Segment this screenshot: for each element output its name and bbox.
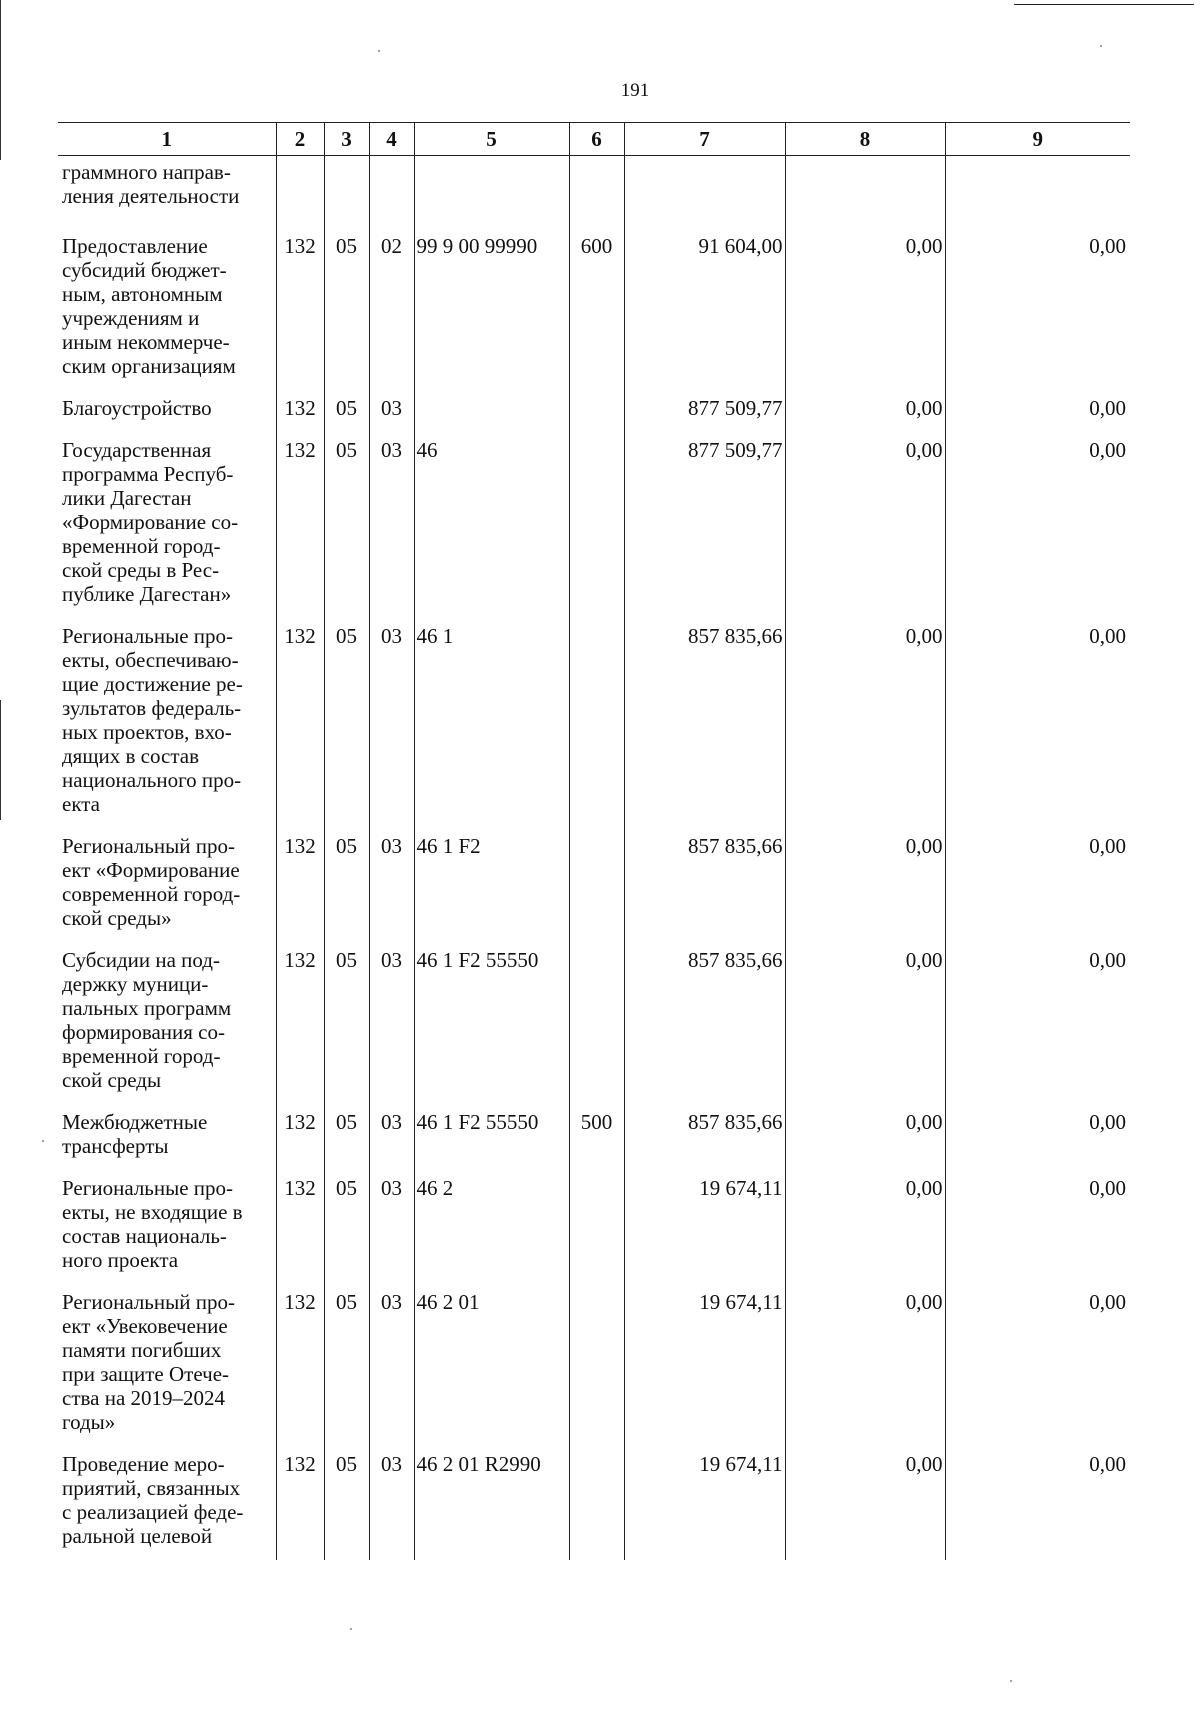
table-body [58, 156, 1130, 1561]
target-article-code: 46 2 01 R2990 [414, 1446, 569, 1560]
subsection-code: 03 [369, 1104, 414, 1170]
table-row [58, 828, 1130, 942]
subsection-code: 03 [369, 1446, 414, 1560]
item-name: граммного направ- ления деятельности [62, 160, 240, 208]
item-name: Региональные про- екты, обеспечиваю- щие достижение ре- зультатов федераль- ных проектов, вхо- дящих в состав национального про- екта [62, 624, 243, 816]
amount-col9 [945, 156, 1130, 229]
scan-speck [350, 1628, 352, 1630]
amount-col8: 0,00 [785, 432, 945, 618]
column-header: 8 [785, 123, 945, 156]
subsection-code: 03 [369, 942, 414, 1104]
scan-speck [1100, 45, 1102, 47]
section-code: 05 [324, 390, 369, 432]
amount-col7 [624, 156, 785, 229]
amount-col8: 0,00 [785, 390, 945, 432]
column-header: 5 [414, 123, 569, 156]
expense-type-code [569, 390, 624, 432]
expense-type-code [569, 1284, 624, 1446]
section-code: 05 [324, 228, 369, 390]
column-header: 3 [324, 123, 369, 156]
expense-type-code [569, 828, 624, 942]
target-article-code [414, 156, 569, 229]
table-row [58, 1104, 1130, 1170]
item-name: Благоустройство [62, 396, 212, 420]
target-article-code [414, 390, 569, 432]
item-name: Предоставление субсидий бюджет- ным, автономным учреждениям и иным некоммерче- ским организациям [62, 234, 236, 378]
table-row [58, 228, 1130, 390]
amount-col7: 19 674,11 [624, 1170, 785, 1284]
amount-col9: 0,00 [945, 618, 1130, 828]
amount-col7: 857 835,66 [624, 942, 785, 1104]
section-code [324, 156, 369, 229]
expense-type-code [569, 1446, 624, 1560]
item-name: Субсидии на под- держку муници- пальных программ формирования со- временной город- ской среды [62, 948, 232, 1092]
amount-col9: 0,00 [945, 432, 1130, 618]
amount-col8: 0,00 [785, 1104, 945, 1170]
amount-col7: 857 835,66 [624, 618, 785, 828]
table-row [58, 618, 1130, 828]
amount-col9: 0,00 [945, 942, 1130, 1104]
amount-col8: 0,00 [785, 1170, 945, 1284]
ministry-code: 132 [276, 1104, 324, 1170]
ministry-code: 132 [276, 390, 324, 432]
table-row [58, 1284, 1130, 1446]
target-article-code: 46 1 [414, 618, 569, 828]
ministry-code: 132 [276, 1170, 324, 1284]
item-name: Государственная программа Респуб- лики Дагестан «Формирование со- временной город- ской среды в Рес- публике Дагестан» [62, 438, 239, 606]
amount-col8: 0,00 [785, 618, 945, 828]
target-article-code: 99 9 00 99990 [414, 228, 569, 390]
section-code: 05 [324, 432, 369, 618]
amount-col8: 0,00 [785, 228, 945, 390]
amount-col8: 0,00 [785, 1284, 945, 1446]
scan-speck [378, 50, 380, 52]
subsection-code: 03 [369, 1284, 414, 1446]
amount-col8: 0,00 [785, 942, 945, 1104]
subsection-code: 03 [369, 828, 414, 942]
item-name: Региональный про- ект «Формирование современной город- ской среды» [62, 834, 241, 930]
amount-col9: 0,00 [945, 390, 1130, 432]
column-header: 7 [624, 123, 785, 156]
table-row [58, 1446, 1130, 1560]
subsection-code: 03 [369, 390, 414, 432]
amount-col7: 91 604,00 [624, 228, 785, 390]
subsection-code: 03 [369, 432, 414, 618]
amount-col7: 19 674,11 [624, 1284, 785, 1446]
item-name: Межбюджетные трансферты [62, 1110, 208, 1158]
subsection-code: 03 [369, 1170, 414, 1284]
ministry-code: 132 [276, 1284, 324, 1446]
table-header [58, 123, 1130, 156]
amount-col9: 0,00 [945, 1446, 1130, 1560]
column-header: 9 [945, 123, 1130, 156]
column-header: 1 [58, 123, 276, 156]
amount-col8: 0,00 [785, 1446, 945, 1560]
amount-col8: 0,00 [785, 828, 945, 942]
table-row [58, 156, 1130, 229]
column-header: 4 [369, 123, 414, 156]
expense-type-code: 600 [569, 228, 624, 390]
budget-table [58, 122, 1130, 1560]
amount-col9: 0,00 [945, 828, 1130, 942]
target-article-code: 46 1 F2 55550 [414, 1104, 569, 1170]
expense-type-code [569, 432, 624, 618]
section-code: 05 [324, 1446, 369, 1560]
amount-col7: 877 509,77 [624, 432, 785, 618]
subsection-code: 03 [369, 618, 414, 828]
ministry-code: 132 [276, 942, 324, 1104]
ministry-code: 132 [276, 432, 324, 618]
table-row [58, 390, 1130, 432]
target-article-code: 46 2 [414, 1170, 569, 1284]
subsection-code [369, 156, 414, 229]
target-article-code: 46 1 F2 [414, 828, 569, 942]
amount-col9: 0,00 [945, 1104, 1130, 1170]
section-code: 05 [324, 828, 369, 942]
section-code: 05 [324, 1104, 369, 1170]
column-header: 2 [276, 123, 324, 156]
expense-type-code [569, 156, 624, 229]
amount-col9: 0,00 [945, 1170, 1130, 1284]
section-code: 05 [324, 618, 369, 828]
ministry-code [276, 156, 324, 229]
left-scan-mark [0, 700, 1, 820]
amount-col7: 857 835,66 [624, 828, 785, 942]
amount-col8 [785, 156, 945, 229]
expense-type-code [569, 618, 624, 828]
page-number: 191 [620, 80, 650, 101]
amount-col7: 19 674,11 [624, 1446, 785, 1560]
section-code: 05 [324, 1284, 369, 1446]
column-header: 6 [569, 123, 624, 156]
item-name: Региональные про- екты, не входящие в состав националь- ного проекта [62, 1176, 243, 1272]
target-article-code: 46 2 01 [414, 1284, 569, 1446]
expense-type-code [569, 1170, 624, 1284]
expense-type-code [569, 942, 624, 1104]
section-code: 05 [324, 1170, 369, 1284]
scan-speck [1010, 1680, 1012, 1682]
ministry-code: 132 [276, 618, 324, 828]
top-edge-rule [1014, 4, 1194, 5]
target-article-code: 46 1 F2 55550 [414, 942, 569, 1104]
subsection-code: 02 [369, 228, 414, 390]
section-code: 05 [324, 942, 369, 1104]
amount-col9: 0,00 [945, 228, 1130, 390]
expense-type-code: 500 [569, 1104, 624, 1170]
table-row [58, 1170, 1130, 1284]
table-row [58, 942, 1130, 1104]
amount-col9: 0,00 [945, 1284, 1130, 1446]
amount-col7: 857 835,66 [624, 1104, 785, 1170]
scan-speck [42, 1140, 44, 1142]
ministry-code: 132 [276, 828, 324, 942]
ministry-code: 132 [276, 1446, 324, 1560]
header-row [58, 123, 1130, 156]
table-row [58, 432, 1130, 618]
amount-col7: 877 509,77 [624, 390, 785, 432]
ministry-code: 132 [276, 228, 324, 390]
item-name: Проведение меро- приятий, связанных с реализацией феде- ральной целевой [62, 1452, 244, 1548]
item-name: Региональный про- ект «Увековечение памяти погибших при защите Отече- ства на 2019–2024 годы» [62, 1290, 235, 1434]
target-article-code: 46 [414, 432, 569, 618]
